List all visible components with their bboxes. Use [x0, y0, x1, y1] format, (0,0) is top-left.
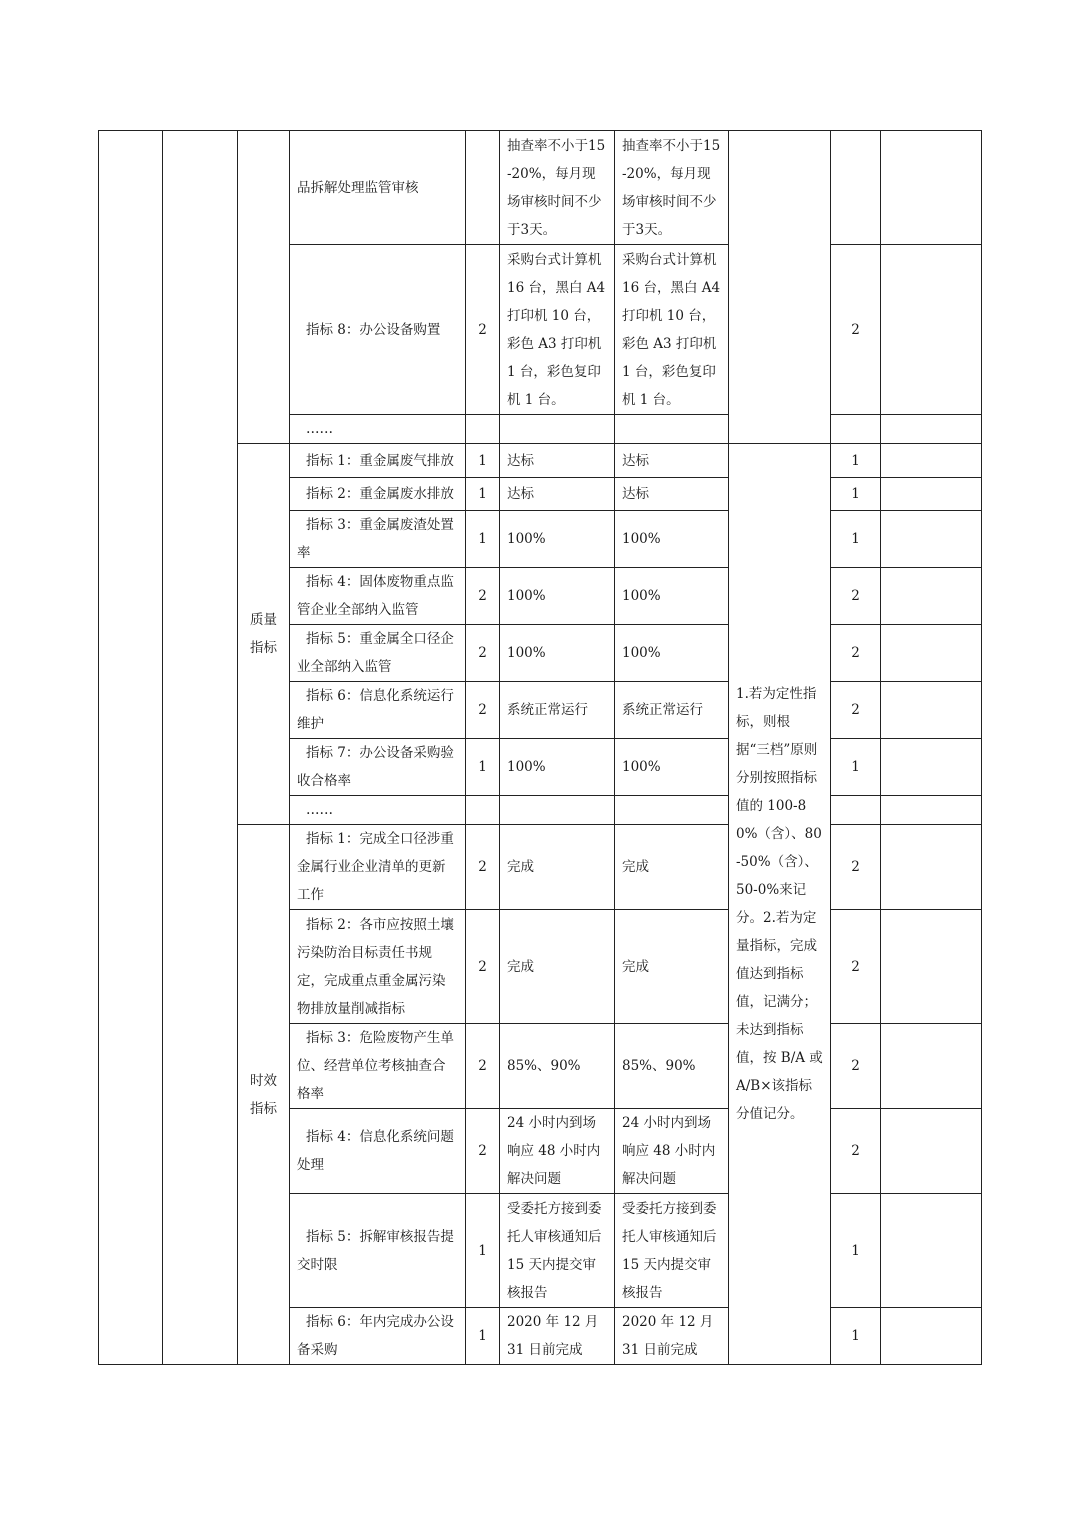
weight-cell: 1 — [466, 1194, 500, 1308]
score-cell: 1 — [831, 478, 881, 511]
remark-cell — [881, 568, 982, 625]
target-cell: 24 小时内到场响应 48 小时内解决问题 — [500, 1109, 615, 1194]
indicator-cell: 品拆解处理监管审核 — [290, 131, 466, 245]
weight-cell: 2 — [466, 625, 500, 682]
weight-cell: 2 — [466, 825, 500, 910]
target-cell: 达标 — [500, 444, 615, 478]
ellipsis-cell: …… — [290, 415, 466, 444]
target-cell: 采购台式计算机 16 台，黑白 A4 打印机 10 台，彩色 A3 打印机 1 台，彩色复印机 1 台。 — [500, 245, 615, 415]
actual-cell: 受委托方接到委托人审核通知后 15 天内提交审核报告 — [615, 1194, 729, 1308]
remark-cell — [881, 1109, 982, 1194]
actual-cell: 24 小时内到场响应 48 小时内解决问题 — [615, 1109, 729, 1194]
remark-cell — [881, 910, 982, 1024]
remark-cell — [881, 1308, 982, 1365]
score-cell: 2 — [831, 245, 881, 415]
weight-cell: 2 — [466, 1024, 500, 1109]
performance-indicator-table — [98, 130, 982, 1365]
score-cell: 1 — [831, 739, 881, 796]
actual-cell: 系统正常运行 — [615, 682, 729, 739]
weight-cell: 2 — [466, 682, 500, 739]
empty-cell-col1 — [99, 131, 163, 1365]
target-cell: 100% — [500, 511, 615, 568]
score-cell: 2 — [831, 682, 881, 739]
remark-cell — [881, 1194, 982, 1308]
remark-cell — [881, 739, 982, 796]
actual-cell: 100% — [615, 739, 729, 796]
target-cell: 100% — [500, 625, 615, 682]
score-cell: 2 — [831, 825, 881, 910]
score-cell: 1 — [831, 511, 881, 568]
indicator-cell: 指标 4：固体废物重点监管企业全部纳入监管 — [290, 568, 466, 625]
score-cell: 1 — [831, 1194, 881, 1308]
category-timeliness: 时效指标 — [238, 825, 290, 1365]
indicator-cell: 指标 6：信息化系统运行维护 — [290, 682, 466, 739]
weight-cell: 1 — [466, 444, 500, 478]
table-row — [99, 131, 982, 245]
target-cell: 完成 — [500, 910, 615, 1024]
score-cell: 2 — [831, 1109, 881, 1194]
actual-cell: 完成 — [615, 910, 729, 1024]
remark-cell — [881, 444, 982, 478]
actual-cell: 100% — [615, 511, 729, 568]
indicator-cell: 指标 2：重金属废水排放 — [290, 478, 466, 511]
weight-cell: 2 — [466, 568, 500, 625]
target-cell: 2020 年 12 月 31 日前完成 — [500, 1308, 615, 1365]
target-cell: 100% — [500, 568, 615, 625]
category-quality: 质量指标 — [238, 444, 290, 825]
weight-cell: 2 — [466, 245, 500, 415]
actual-cell: 达标 — [615, 444, 729, 478]
weight-cell: 1 — [466, 511, 500, 568]
weight-cell: 2 — [466, 1109, 500, 1194]
category-cell-empty — [238, 131, 290, 444]
actual-cell: 达标 — [615, 478, 729, 511]
remark-cell — [881, 1024, 982, 1109]
indicator-cell: 指标 5：拆解审核报告提交时限 — [290, 1194, 466, 1308]
actual-cell: 100% — [615, 625, 729, 682]
target-cell: 完成 — [500, 825, 615, 910]
target-cell: 受委托方接到委托人审核通知后 15 天内提交审核报告 — [500, 1194, 615, 1308]
actual-cell: 2020 年 12 月 31 日前完成 — [615, 1308, 729, 1365]
score-cell: 1 — [831, 444, 881, 478]
weight-cell: 1 — [466, 1308, 500, 1365]
ellipsis-cell: …… — [290, 796, 466, 825]
indicator-cell: 指标 5：重金属全口径企业全部纳入监管 — [290, 625, 466, 682]
remark-cell — [881, 625, 982, 682]
remark-cell — [881, 478, 982, 511]
indicator-cell: 指标 8：办公设备购置 — [290, 245, 466, 415]
actual-cell: 85%、90% — [615, 1024, 729, 1109]
score-cell: 2 — [831, 568, 881, 625]
actual-cell: 100% — [615, 568, 729, 625]
remark-cell — [881, 682, 982, 739]
indicator-cell: 指标 1：重金属废气排放 — [290, 444, 466, 478]
weight-cell: 2 — [466, 910, 500, 1024]
weight-cell: 1 — [466, 478, 500, 511]
scoring-rule-note: 1.若为定性指标，则根据“三档”原则分别按照指标值的 100-80%（含）、80-50%（含）、50-0%来记分。2.若为定量指标，完成值达到指标值，记满分；未达到指标值，按 B/A 或 A/B×该指标分值记分。 — [729, 444, 831, 1365]
indicator-cell: 指标 3：重金属废渣处置率 — [290, 511, 466, 568]
target-cell: 达标 — [500, 478, 615, 511]
indicator-cell: 指标 6：年内完成办公设备采购 — [290, 1308, 466, 1365]
note-cell-empty — [729, 131, 831, 444]
target-cell: 85%、90% — [500, 1024, 615, 1109]
score-cell: 1 — [831, 1308, 881, 1365]
empty-cell-col2 — [163, 131, 238, 1365]
remark-cell — [881, 825, 982, 910]
score-cell: 2 — [831, 910, 881, 1024]
indicator-cell: 指标 3：危险废物产生单位、经营单位考核抽查合格率 — [290, 1024, 466, 1109]
score-cell: 2 — [831, 1024, 881, 1109]
remark-cell — [881, 245, 982, 415]
indicator-cell: 指标 1：完成全口径涉重金属行业企业清单的更新工作 — [290, 825, 466, 910]
target-cell: 抽查率不小于15-20%，每月现场审核时间不少于3天。 — [500, 131, 615, 245]
target-cell: 系统正常运行 — [500, 682, 615, 739]
target-cell: 100% — [500, 739, 615, 796]
remark-cell — [881, 131, 982, 245]
weight-cell: 1 — [466, 739, 500, 796]
actual-cell: 完成 — [615, 825, 729, 910]
score-cell — [831, 131, 881, 245]
indicator-cell: 指标 7：办公设备采购验收合格率 — [290, 739, 466, 796]
remark-cell — [881, 511, 982, 568]
indicator-cell: 指标 2：各市应按照土壤污染防治目标责任书规定，完成重点重金属污染物排放量削减指标 — [290, 910, 466, 1024]
indicator-cell: 指标 4：信息化系统问题处理 — [290, 1109, 466, 1194]
score-cell: 2 — [831, 625, 881, 682]
weight-cell — [466, 131, 500, 245]
actual-cell: 采购台式计算机 16 台，黑白 A4 打印机 10 台，彩色 A3 打印机 1 台，彩色复印机 1 台。 — [615, 245, 729, 415]
actual-cell: 抽查率不小于15-20%，每月现场审核时间不少于3天。 — [615, 131, 729, 245]
